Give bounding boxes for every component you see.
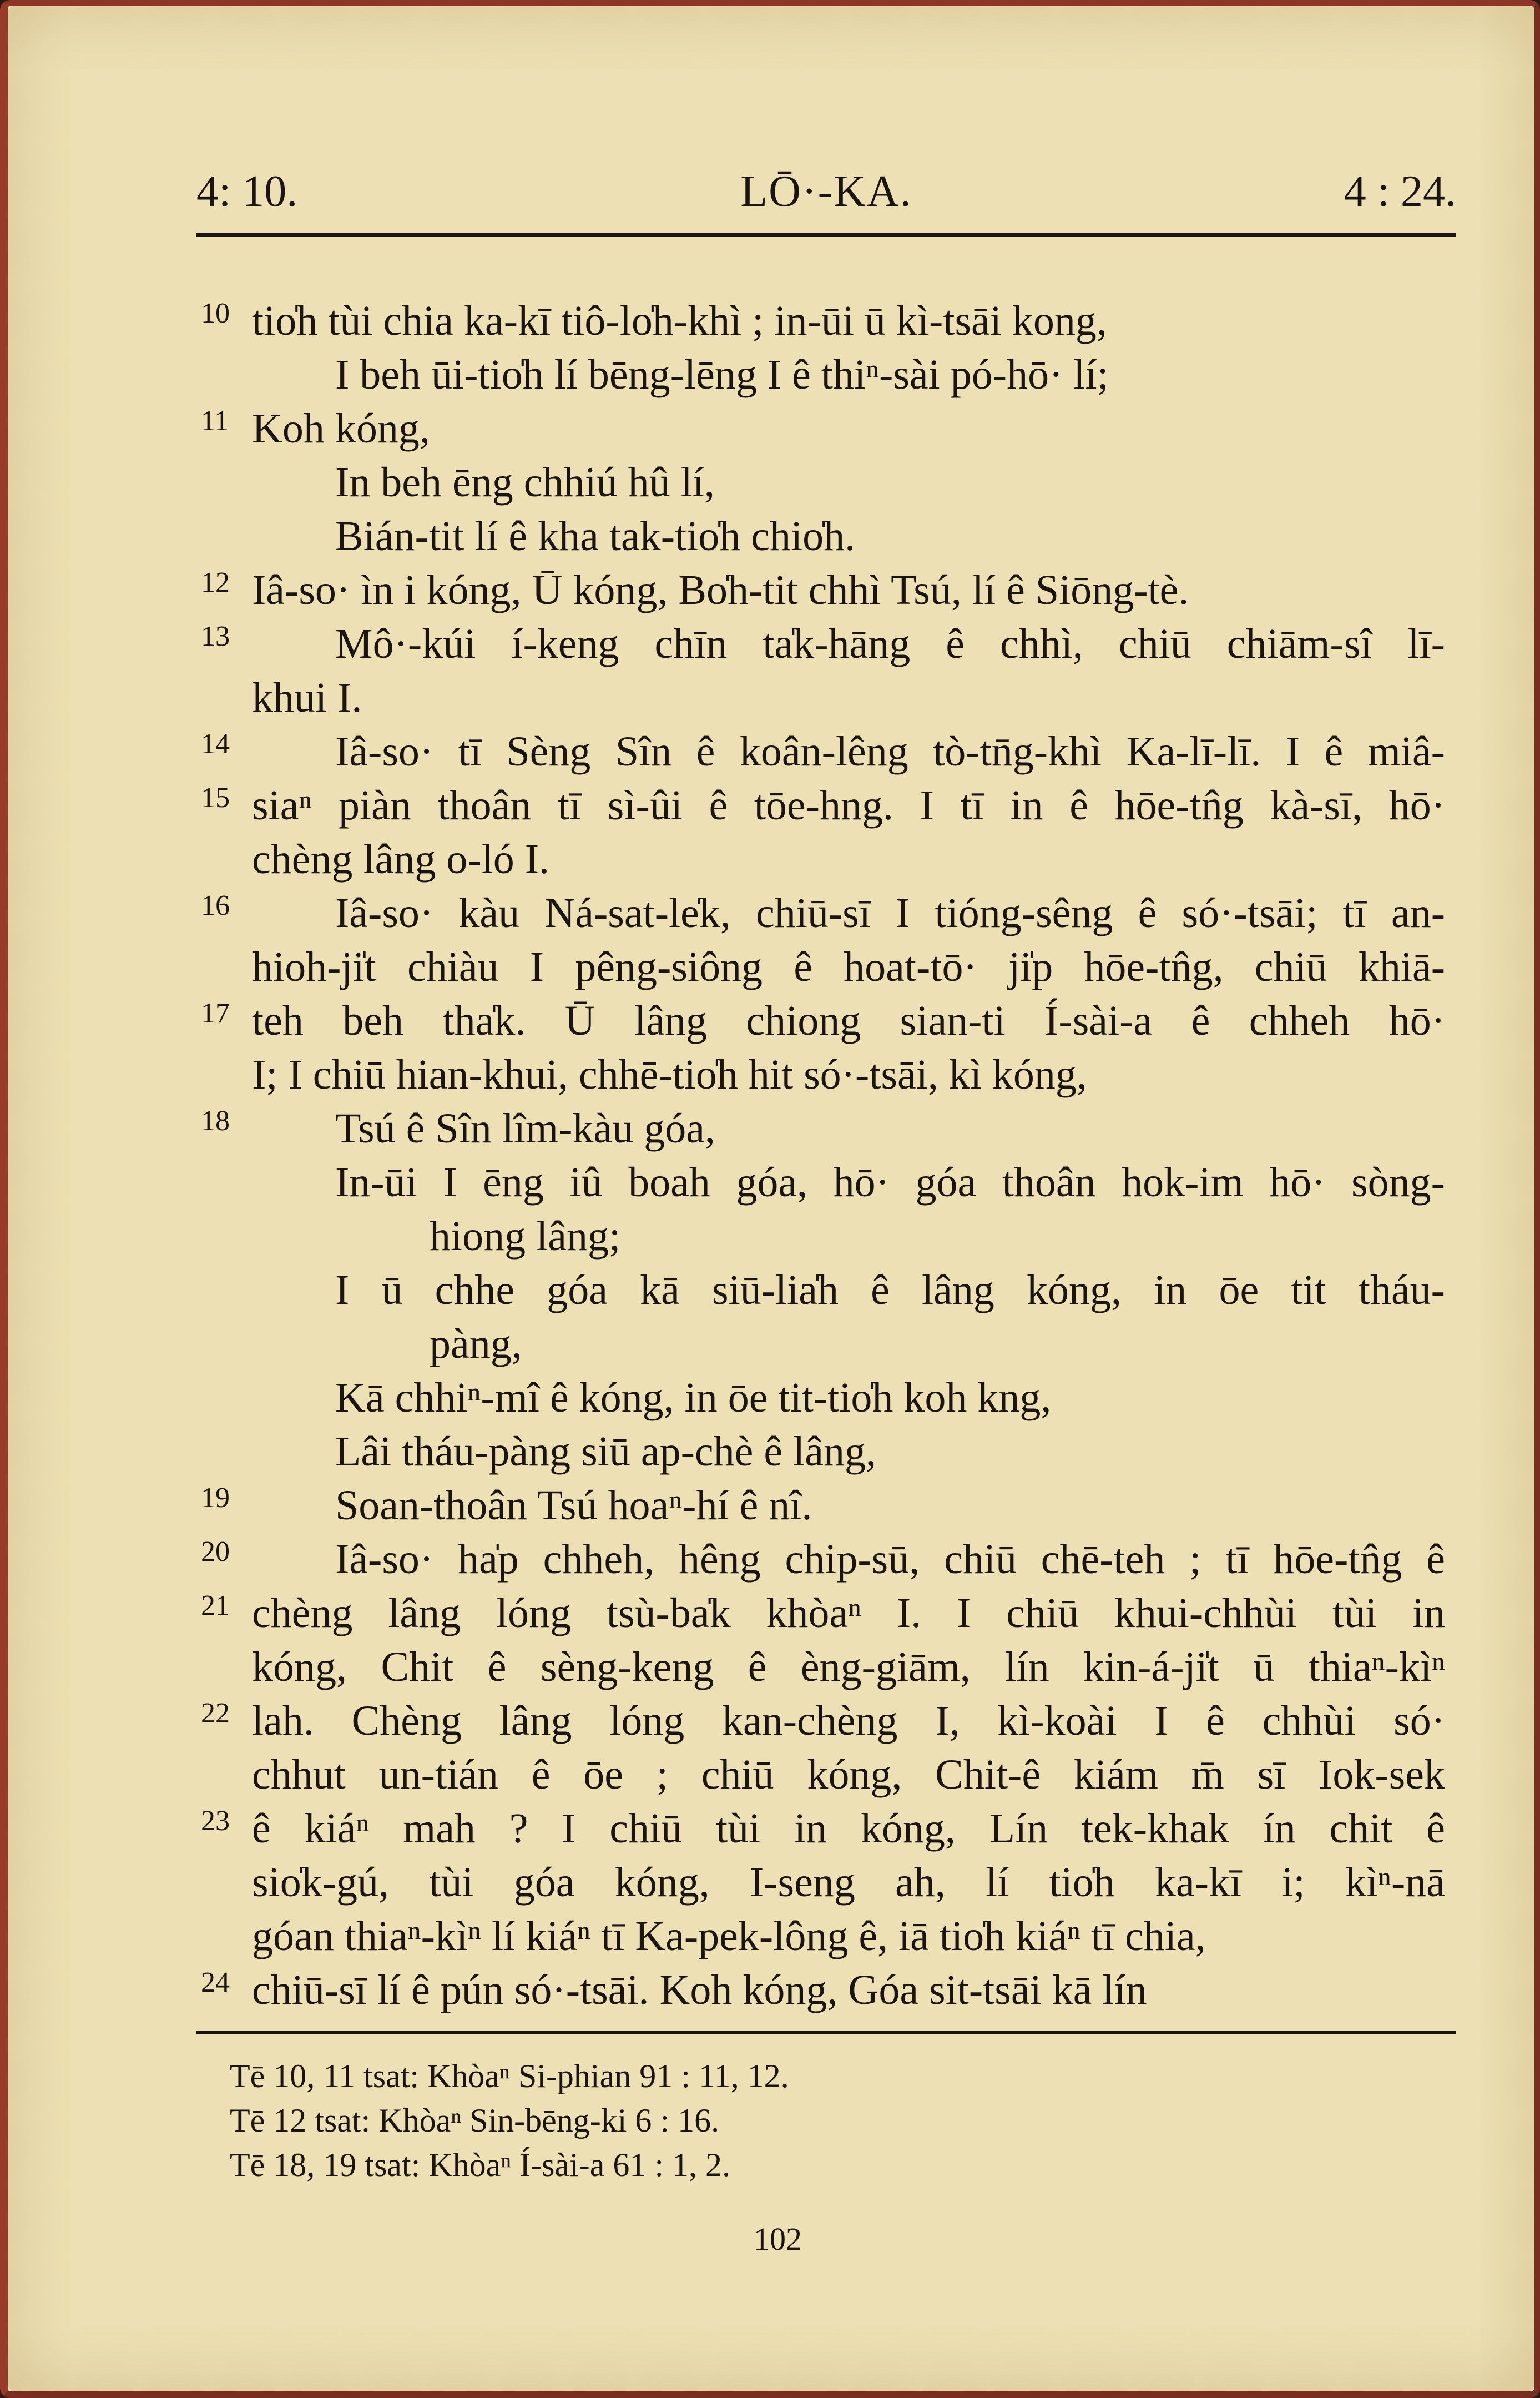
text-line	[8, 402, 1540, 456]
line-text: sio̍k-gú, tùi góa kóng, I-seng ah, lí tio̍h ka-kī i; kìⁿ-nā	[252, 1859, 1445, 1906]
text-line	[8, 833, 1540, 886]
line-text: kóng, Chit ê sèng-keng ê èng-giām, lín kin-á-ji̍t ū thiaⁿ-kìⁿ	[252, 1644, 1445, 1690]
text-line	[8, 1156, 1540, 1210]
verse-number: 13	[201, 621, 230, 652]
text-line	[8, 671, 1540, 725]
footnote-rule	[196, 2031, 1456, 2034]
text-line	[8, 1263, 1540, 1317]
verse-number: 16	[201, 890, 230, 921]
page-number: 102	[754, 2221, 802, 2257]
line-text: Kā chhiⁿ-mî ê kóng, in ōe tit-tio̍h koh kng,	[335, 1374, 1052, 1421]
text-line	[8, 1856, 1540, 1910]
line-text: siaⁿ piàn thoân tī sì-ûi ê tōe-hng. I tī in ê hōe-tn̂g kà-sī, hō·	[252, 782, 1445, 829]
header-right-reference: 4 : 24.	[1344, 167, 1456, 216]
line-text: I; I chiū hian-khui, chhē-tio̍h hit só·-tsāi, kì kóng,	[252, 1051, 1087, 1098]
running-header	[196, 167, 1456, 233]
line-text: góan thiaⁿ-kìⁿ lí kiáⁿ tī Ka-pek-lông ê, iā tio̍h kiáⁿ tī chia,	[252, 1913, 1206, 1959]
line-text: tio̍h tùi chia ka-kī tiô-lo̍h-khì ; in-ūi ū kì-tsāi kong,	[252, 298, 1107, 344]
line-text: chèng lâng o-ló I.	[252, 836, 550, 883]
line-text: I ū chhe góa kā siū-lia̍h ê lâng kóng, in ōe tit tháu-	[335, 1267, 1445, 1313]
line-text: lah. Chèng lâng lóng kan-chèng I, kì-koài I ê chhùi só·	[252, 1697, 1445, 1744]
line-text: khui I.	[252, 674, 362, 721]
line-text: chhut un-tián ê ōe ; chiū kóng, Chit-ê kiám m̄ sī Iok-sek	[252, 1751, 1445, 1798]
text-line	[8, 1371, 1540, 1425]
header-left-reference: 4: 10.	[196, 167, 298, 216]
line-text: Mô·-kúi í-keng chīn ta̍k-hāng ê chhì, chiū chiām-sî lī-	[335, 621, 1445, 667]
text-line	[8, 563, 1540, 617]
text-line	[8, 1586, 1540, 1640]
text-line	[8, 1210, 1540, 1263]
text-line	[8, 617, 1540, 671]
verse-number: 15	[201, 782, 230, 814]
line-text: Iâ-so· tī Sèng Sîn ê koân-lêng tò-tn̄g-khì Ka-lī-lī. I ê miâ-	[335, 728, 1445, 775]
text-line	[8, 348, 1540, 402]
line-text: Iâ-so· ha̍p chheh, hêng chip-sū, chiū chē-teh ; tī hōe-tn̂g ê	[335, 1536, 1445, 1583]
verse-number: 11	[201, 405, 229, 437]
verse-number: 19	[201, 1482, 230, 1514]
text-line	[8, 1479, 1540, 1533]
verse-number: 20	[201, 1536, 230, 1568]
verse-number: 14	[201, 728, 230, 760]
text-line	[8, 1963, 1540, 2017]
verse-number: 23	[201, 1805, 230, 1837]
line-text: Soan-thoân Tsú hoaⁿ-hí ê nî.	[335, 1482, 812, 1529]
line-text: I beh ūi-tio̍h lí bēng-lēng I ê thiⁿ-sài pó-hō· lí;	[335, 351, 1109, 398]
text-line	[8, 510, 1540, 563]
text-line	[8, 1910, 1540, 1963]
line-text: In-ūi I ēng iû boah góa, hō· góa thoân hok-im hō· sòng-	[335, 1159, 1445, 1206]
footnote: Tē 10, 11 tsat: Khòaⁿ Si-phian 91 : 11, 12.	[230, 2058, 789, 2094]
line-text: teh beh tha̍k. Ū lâng chiong sian-ti Í-sài-a ê chheh hō·	[252, 998, 1445, 1044]
line-text: pàng,	[430, 1321, 522, 1367]
line-text: In beh ēng chhiú hû lí,	[335, 459, 715, 506]
text-line	[8, 1748, 1540, 1802]
line-text: Koh kóng,	[252, 405, 430, 452]
text-line	[8, 725, 1540, 779]
line-text: ê kiáⁿ mah ? I chiū tùi in kóng, Lín tek-khak ín chit ê	[252, 1805, 1445, 1852]
text-line	[8, 994, 1540, 1048]
text-line	[8, 940, 1540, 994]
text-line	[8, 1102, 1540, 1156]
line-text: Bián-tit lí ê kha tak-tio̍h chio̍h.	[335, 513, 856, 560]
line-text: hioh-ji̍t chiàu I pêng-siông ê hoat-tō· ji̍p hōe-tn̂g, chiū khiā-	[252, 944, 1445, 990]
verse-number: 21	[201, 1590, 230, 1621]
verse-number: 22	[201, 1697, 230, 1729]
text-line	[8, 779, 1540, 833]
verse-number: 10	[201, 298, 230, 329]
verse-number: 12	[201, 567, 230, 598]
line-text: Tsú ê Sîn lîm-kàu góa,	[335, 1105, 715, 1152]
verse-number: 17	[201, 998, 230, 1029]
footnote: Tē 18, 19 tsat: Khòaⁿ Í-sài-a 61 : 1, 2.	[230, 2147, 731, 2183]
line-text: chèng lâng lóng tsù-ba̍k khòaⁿ I. I chiū khui-chhùi tùi in	[252, 1590, 1445, 1636]
text-line	[8, 886, 1540, 940]
text-line	[8, 1694, 1540, 1748]
verse-number: 24	[201, 1967, 230, 1998]
line-text: Iâ-so· kàu Ná-sat-le̍k, chiū-sī I tióng-sêng ê só·-tsāi; tī an-	[335, 890, 1445, 936]
text-line	[8, 456, 1540, 510]
text-line	[8, 1802, 1540, 1856]
line-text: chiū-sī lí ê pún só·-tsāi. Koh kóng, Góa sit-tsāi kā lín	[252, 1967, 1147, 2013]
footnotes-block	[230, 2054, 1395, 2187]
header-rule	[196, 233, 1456, 237]
text-line	[8, 294, 1540, 348]
text-line	[8, 1048, 1540, 1102]
text-line	[8, 1640, 1540, 1694]
line-text: Lâi tháu-pàng siū ap-chè ê lâng,	[335, 1428, 876, 1475]
line-text: hiong lâng;	[430, 1213, 621, 1260]
verse-number: 18	[201, 1105, 230, 1137]
text-line	[8, 1533, 1540, 1586]
line-text: Iâ-so· ìn i kóng, Ū kóng, Bo̍h-tit chhì Tsú, lí ê Siōng-tè.	[252, 567, 1189, 613]
text-line	[8, 1425, 1540, 1479]
verse-text-block	[8, 294, 1540, 2017]
header-book-title: LŌ·-KA.	[740, 167, 912, 216]
footnote: Tē 12 tsat: Khòaⁿ Sin-bēng-ki 6 : 16.	[230, 2102, 720, 2139]
text-line	[8, 1317, 1540, 1371]
